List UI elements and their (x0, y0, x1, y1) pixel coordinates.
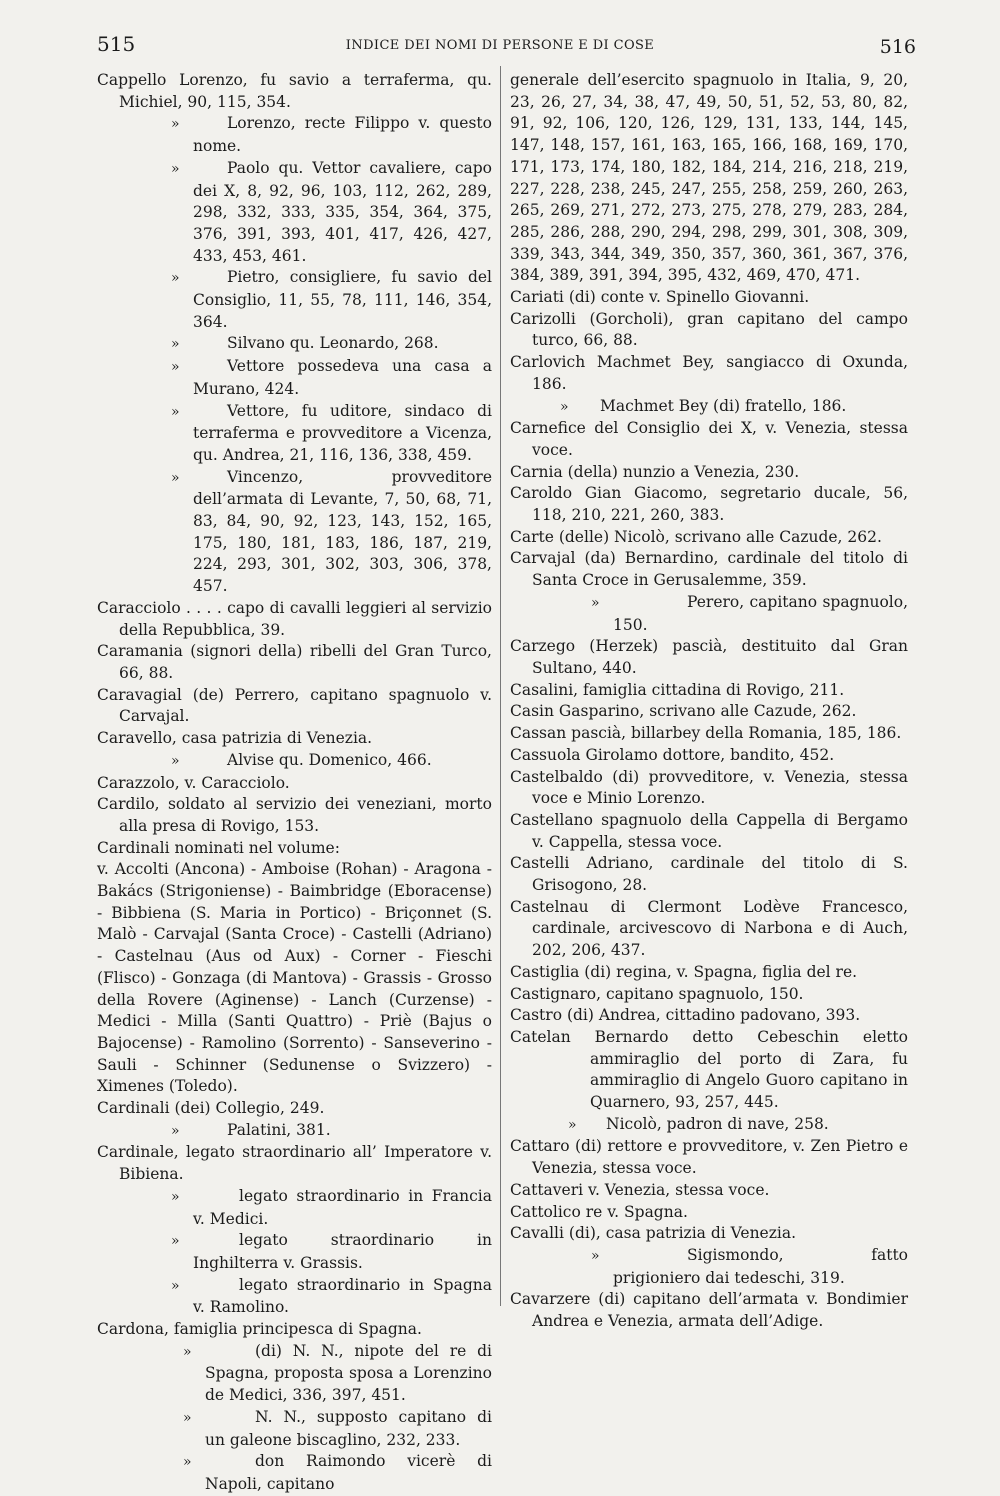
index-entry (97, 1098, 492, 1120)
index-entry (510, 1289, 908, 1332)
entry-text: Carizolli (Gorcholi), gran capitano del campo turco, 66, 88. (510, 309, 908, 350)
entry-text: Cassuola Girolamo dottore, bandito, 452. (510, 745, 835, 764)
index-entry (97, 1275, 492, 1319)
ditto-mark: » (171, 403, 180, 420)
index-entry (510, 1223, 908, 1245)
entry-text: Cappello Lorenzo, fu savio a terraferma, qu. Michiel, 90, 115, 354. (97, 71, 492, 111)
entry-text: Carnia (della) nunzio a Venezia, 230. (510, 462, 800, 481)
index-entry (97, 401, 492, 467)
index-entry (97, 1451, 492, 1495)
entry-text: Sigismondo, fatto prigioniero dai tedeschi, 319. (613, 1245, 908, 1287)
entry-text: Silvano qu. Leonardo, 268. (227, 334, 439, 353)
entry-text: Castiglia (di) regina, v. Spagna, figlia del re. (510, 962, 858, 981)
entry-text: Cardinali nominati nel volume: (97, 838, 340, 857)
index-entry (510, 309, 908, 352)
running-title: INDICE DEI NOMI DI PERSONE E DI COSE (345, 38, 655, 53)
index-entry (510, 962, 908, 984)
index-entry (97, 1319, 492, 1341)
index-entry (97, 467, 492, 598)
ditto-mark: » (591, 1247, 600, 1264)
entry-text: Nicolò, padron di nave, 258. (606, 1114, 829, 1133)
index-entry (97, 70, 492, 113)
entry-text: legato straordinario in Spagna v. Ramolino. (193, 1275, 492, 1317)
entry-text: Vettore possedeva una casa a Murano, 424. (193, 357, 492, 398)
index-entry (510, 483, 908, 526)
entry-text: Perero, capitano spagnuolo, 150. (613, 592, 908, 634)
entry-text: Castellano spagnuolo della Cappella di Bergamo v. Cappella, stessa voce. (510, 810, 908, 851)
index-entry (510, 1180, 908, 1202)
entry-text: Lorenzo, recte Filippo v. questo nome. (193, 114, 492, 156)
entry-text: Cattaveri v. Venezia, stessa voce. (510, 1180, 770, 1199)
index-entry (510, 853, 908, 896)
index-entry (510, 548, 908, 591)
entry-text: Cariati (di) conte v. Spinello Giovanni. (510, 288, 810, 307)
index-entry (97, 773, 492, 795)
entry-text: v. Accolti (Ancona) - Amboise (Rohan) - Aragona - Bakács (Strigoniense) - Baimbridge (Eboracense) - Bibbiena (S. Maria in Portico) - Briçonnet (S. Malò - Carvajal (Santa Croce) - Castelli (Adriano) - Castelnau (Aus od Aux) - Corner - Fieschi (Flisco) - Gonzaga (di Mantova) - Grassis - Grosso della Rovere (Aginense) - Lanch (Curzense) - Medici - Milla (Santi Quattro) - Priè (Bajus o Bajocense) - Ramolino (Sorrento) - Sanseverino - Sauli - Schinner (Sedunense o Svizzero) - Ximenes (Toledo). (97, 860, 492, 1096)
entry-text: Castignaro, capitano spagnuolo, 150. (510, 984, 804, 1003)
entry-text: Casin Gasparino, scrivano alle Cazude, 262. (510, 702, 857, 721)
entry-text: (di) N. N., nipote del re di Spagna, proposta sposa a Lorenzino de Medici, 336, 397, 451. (205, 1341, 492, 1405)
index-entry (510, 636, 908, 679)
entry-text: generale dell’esercito spagnuolo in Italia, 9, 20, 23, 26, 27, 34, 38, 47, 49, 50, 51, 52, 53, 80, 82, 91, 92, 106, 120, 126, 129, 131, 133, 144, 145, 147, 148, 157, 161, 163, 165, 166, 168, 169, 170, 171, 173, 174, 180, 182, 184, 214, 216, 218, 219, 227, 228, 238, 245, 247, 255, 258, 259, 260, 263, 265, 269, 271, 272, 273, 275, 278, 279, 283, 284, 285, 286, 288, 290, 294, 298, 299, 301, 308, 309, 339, 343, 344, 349, 350, 357, 360, 361, 367, 376, 384, 389, 391, 394, 395, 432, 469, 470, 471. (510, 71, 908, 285)
index-entry (97, 1230, 492, 1274)
index-entry (97, 356, 492, 400)
entry-text: Carte (delle) Nicolò, scrivano alle Cazude, 262. (510, 527, 882, 546)
index-entry (97, 1142, 492, 1185)
entry-text: legato straordinario in Francia v. Medici. (193, 1186, 492, 1228)
entry-text: Carlovich Machmet Bey, sangiacco di Oxunda, 186. (510, 353, 908, 393)
ditto-mark: » (171, 336, 180, 353)
entry-text: Palatini, 381. (227, 1120, 331, 1139)
entry-text: Carnefice del Consiglio dei X, v. Venezia, stessa voce. (510, 419, 908, 459)
ditto-mark: » (171, 359, 180, 376)
ditto-mark: » (171, 1277, 180, 1294)
index-entry (510, 352, 908, 395)
entry-text: Castelli Adriano, cardinale del titolo di S. Grisogono, 28. (510, 854, 908, 895)
index-entry (510, 723, 908, 745)
index-entry (510, 984, 908, 1006)
index-entry (97, 113, 492, 157)
column-divider (500, 66, 501, 1306)
index-entry (97, 859, 492, 1098)
entry-text: Caravello, casa patrizia di Venezia. (97, 729, 373, 748)
index-entry (510, 1245, 908, 1289)
ditto-mark: » (183, 1454, 192, 1471)
index-entry (510, 396, 908, 419)
index-entry (510, 462, 908, 484)
index-entry (97, 750, 492, 773)
entry-text: Vettore, fu uditore, sindaco di terraferma e provveditore a Vicenza, qu. Andrea, 21, 116, 136, 338, 459. (193, 401, 492, 464)
entry-text: Cassan pascià, billarbey della Romania, 185, 186. (510, 724, 902, 743)
entry-text: Cardinali (dei) Collegio, 249. (97, 1099, 325, 1118)
entry-text: Castelbaldo (di) provveditore, v. Venezia, stessa voce e Minio Lorenzo. (510, 767, 908, 808)
index-entry (510, 701, 908, 723)
entry-text: Caramania (signori della) ribelli del Gran Turco, 66, 88. (97, 642, 492, 682)
index-entry (510, 1136, 908, 1179)
ditto-mark: » (171, 469, 180, 486)
entry-text: Cardinale, legato straordinario all’ Imperatore v. Bibiena. (97, 1143, 492, 1184)
index-entry (510, 592, 908, 636)
index-entry (510, 897, 908, 962)
entry-text: Pietro, consigliere, fu savio del Consiglio, 11, 55, 78, 111, 146, 354, 364. (193, 268, 492, 331)
entry-text: N. N., supposto capitano di un galeone biscaglino, 232, 233. (205, 1407, 492, 1449)
ditto-mark: » (171, 116, 180, 133)
entry-text: Cardilo, soldato al servizio dei veneziani, morto alla presa di Rovigo, 153. (97, 795, 492, 835)
index-entry (97, 158, 492, 268)
index-entry (510, 1114, 908, 1137)
index-entry (97, 685, 492, 728)
entry-text: Casalini, famiglia cittadina di Rovigo, 211. (510, 680, 845, 699)
index-entry (97, 728, 492, 750)
index-entry (510, 745, 908, 767)
index-entry (97, 598, 492, 641)
ditto-mark: » (568, 1116, 577, 1133)
index-entry (97, 1186, 492, 1230)
ditto-mark: » (171, 752, 180, 769)
entry-text: Machmet Bey (di) fratello, 186. (600, 396, 847, 415)
entry-text: Cavarzere (di) capitano dell’armata v. Bondimier Andrea e Venezia, armata dell’Adige. (510, 1290, 908, 1331)
entry-text: Cattolico re v. Spagna. (510, 1202, 688, 1221)
index-entry (510, 810, 908, 853)
entry-text: Paolo qu. Vettor cavaliere, capo dei X, 8, 92, 96, 103, 112, 262, 289, 298, 332, 333, 335, 354, 364, 375, 376, 391, 393, 401, 417, 426, 427, 433, 453, 461. (193, 158, 492, 265)
index-entry (510, 1202, 908, 1224)
index-entry (97, 641, 492, 684)
index-entry (510, 767, 908, 810)
index-entry (97, 1407, 492, 1451)
ditto-mark: » (183, 1343, 192, 1360)
index-entry (510, 287, 908, 309)
entry-text: Castelnau di Clermont Lodève Francesco, cardinale, arcivescovo di Narbona e di Auch, 202, 206, 437. (510, 897, 908, 960)
index-entry (510, 418, 908, 461)
ditto-mark: » (171, 1122, 180, 1139)
index-entry (97, 267, 492, 333)
index-entry (510, 527, 908, 549)
entry-text: Caracciolo . . . . capo di cavalli leggieri al servizio della Repubblica, 39. (97, 598, 492, 639)
page-number-right: 516 (879, 36, 916, 58)
ditto-mark: » (183, 1409, 192, 1426)
entry-text: Castro (di) Andrea, cittadino padovano, 393. (510, 1006, 861, 1025)
index-entry (510, 680, 908, 702)
entry-text: Vincenzo, provveditore dell’armata di Levante, 7, 50, 68, 71, 83, 84, 90, 92, 123, 143, 152, 165, 175, 180, 181, 183, 186, 187, 219, 224, 293, 301, 302, 303, 306, 378, 457. (193, 467, 492, 596)
entry-text: legato straordinario in Inghilterra v. Grassis. (193, 1231, 492, 1272)
index-entry (510, 1005, 908, 1027)
ditto-mark: » (171, 270, 180, 287)
entry-text: Caroldo Gian Giacomo, segretario ducale, 56, 118, 210, 221, 260, 383. (510, 484, 908, 525)
page-header (0, 26, 1000, 60)
ditto-mark: » (171, 1188, 180, 1205)
entry-text: Caravagial (de) Perrero, capitano spagnuolo v. Carvajal. (97, 685, 492, 726)
index-entry (97, 838, 492, 860)
entry-text: Alvise qu. Domenico, 466. (227, 750, 432, 769)
index-entry (97, 1120, 492, 1143)
entry-text: Cavalli (di), casa patrizia di Venezia. (510, 1224, 797, 1243)
entry-text: Carzego (Herzek) pascià, destituito dal Gran Sultano, 440. (510, 637, 908, 677)
entry-text: Catelan Bernardo detto Cebeschin eletto ammiraglio del porto di Zara, fu ammiraglio di Angelo Guoro capitano in Quarnero, 93, 257, 445. (510, 1027, 908, 1112)
ditto-mark: » (560, 398, 569, 415)
index-entry (97, 1341, 492, 1407)
index-entry (97, 333, 492, 356)
ditto-mark: » (171, 160, 180, 177)
ditto-mark: » (171, 1233, 180, 1250)
page-number-left: 515 (97, 32, 136, 56)
entry-text: Carazzolo, v. Caracciolo. (97, 773, 290, 792)
entry-text: don Raimondo vicerè di Napoli, capitano (205, 1452, 492, 1493)
left-column (97, 70, 492, 1496)
entry-text: Carvajal (da) Bernardino, cardinale del titolo di Santa Croce in Gerusalemme, 359. (510, 549, 908, 590)
index-entry (510, 70, 908, 287)
index-entry (510, 1027, 908, 1114)
ditto-mark: » (591, 594, 600, 611)
entry-text: Cattaro (di) rettore e provveditore, v. Zen Pietro e Venezia, stessa voce. (510, 1137, 908, 1178)
right-column (510, 70, 908, 1333)
entry-text: Cardona, famiglia principesca di Spagna. (97, 1320, 422, 1339)
index-entry (97, 794, 492, 837)
